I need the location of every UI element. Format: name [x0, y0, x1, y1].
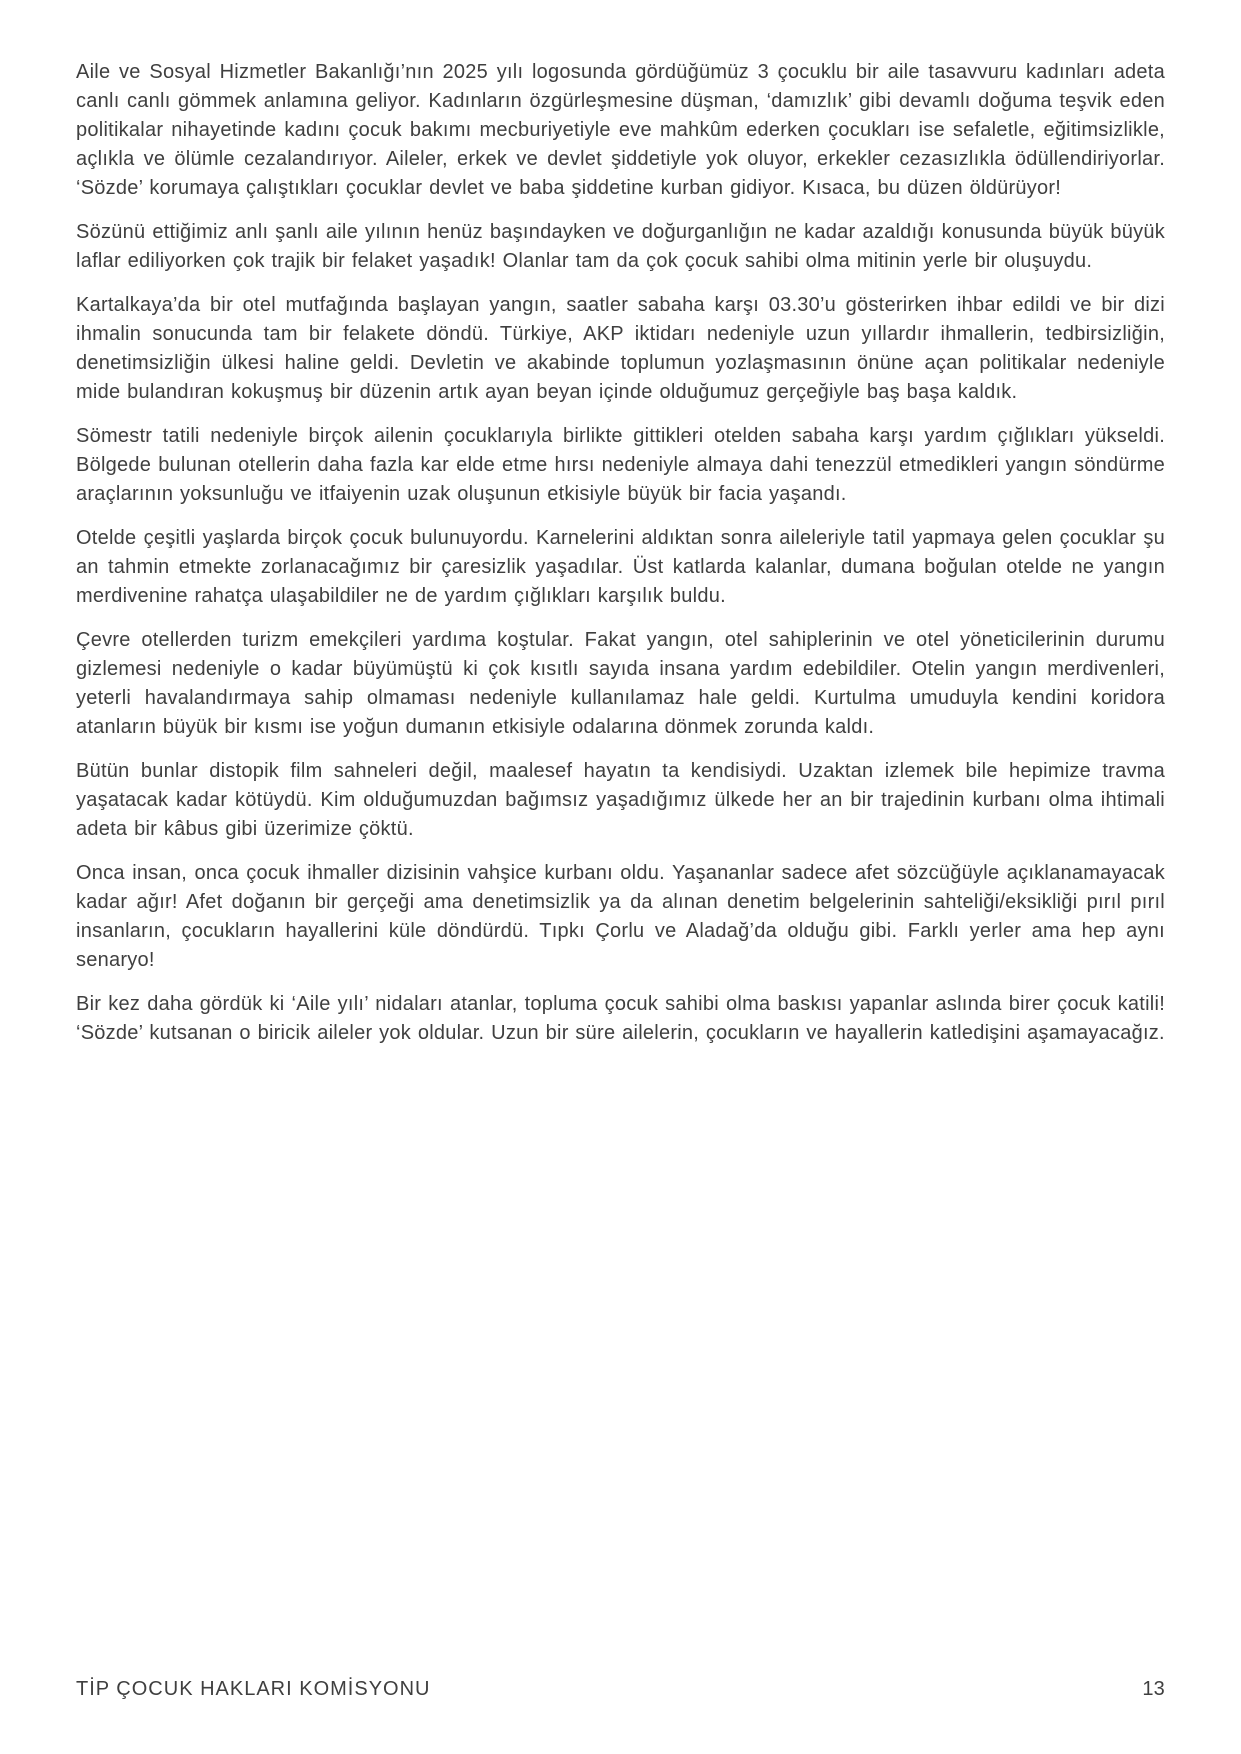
paragraph: Çevre otellerden turizm emekçileri yardıma koştular. Fakat yangın, otel sahiplerinin ve otel yöneticilerinin durumu gizlemesi nedeniyle o kadar büyümüştü ki çok kısıtlı sayıda insana yardım edebildiler. Otelin yangın merdivenleri, yeterli havalandırmaya sahip olmaması nedeniyle kullanılamaz hale geldi. Kurtulma umuduyla kendini koridora atanların büyük bir kısmı ise yoğun dumanın etkisiyle odalarına dönmek zorunda kaldı. [76, 629, 1165, 738]
paragraph: Sözünü ettiğimiz anlı şanlı aile yılının henüz başındayken ve doğurganlığın ne kadar azaldığı konusunda büyük büyük laflar ediliyorken çok trajik bir felaket yaşadık! Olanlar tam da çok çocuk sahibi olma mitinin yerle bir oluşuydu. [76, 221, 1165, 272]
paragraph: Bütün bunlar distopik film sahneleri değil, maalesef hayatın ta kendisiydi. Uzaktan izlemek bile hepimize travma yaşatacak kadar kötüydü. Kim olduğumuzdan bağımsız yaşadığımız ülkede her an bir trajedinin kurbanı olma ihtimali adeta bir kâbus gibi üzerimize çöktü. [76, 760, 1165, 840]
page-footer [76, 1678, 1165, 1701]
paragraph: Bir kez daha gördük ki ‘Aile yılı’ nidaları atanlar, topluma çocuk sahibi olma baskısı yapanlar aslında birer çocuk katili! ‘Sözde’ kutsanan o biricik aileler yok oldular. Uzun bir süre ailelerin, çocukların ve hayallerin katledişini aşamayacağız. [76, 993, 1165, 1044]
paragraph: Kartalkaya’da bir otel mutfağında başlayan yangın, saatler sabaha karşı 03.30’u gösterirken ihbar edildi ve bir dizi ihmalin sonucunda tam bir felakete döndü. Türkiye, AKP iktidarı nedeniyle uzun yıllardır ihmallerin, tedbirsizliğin, denetimsizliğin ülkesi haline geldi. Devletin ve akabinde toplumun yozlaşmasının önüne açan politikalar nedeniyle mide bulandıran kokuşmuş bir düzenin artık ayan beyan içinde olduğumuz gerçeğiyle baş başa kaldık. [76, 294, 1165, 403]
page-number: 13 [1142, 1678, 1165, 1700]
document-body [76, 58, 1165, 1048]
footer-organization-label: TİP ÇOCUK HAKLARI KOMİSYONU [76, 1678, 431, 1700]
paragraph: Onca insan, onca çocuk ihmaller dizisinin vahşice kurbanı oldu. Yaşananlar sadece afet sözcüğüyle açıklanamayacak kadar ağır! Afet doğanın bir gerçeği ama denetimsizlik ya da alınan denetim belgelerinin sahteliği/eksikliği pırıl pırıl insanların, çocukların hayallerini küle döndürdü. Tıpkı Çorlu ve Aladağ’da olduğu gibi. Farklı yerler ama hep aynı senaryo! [76, 862, 1165, 971]
paragraph: Otelde çeşitli yaşlarda birçok çocuk bulunuyordu. Karnelerini aldıktan sonra aileleriyle tatil yapmaya gelen çocuklar şu an tahmin etmekte zorlanacağımız bir çaresizlik yaşadılar. Üst katlarda kalanlar, dumana boğulan otelde ne yangın merdivenine rahatça ulaşabildiler ne de yardım çığlıkları karşılık buldu. [76, 527, 1165, 607]
paragraph: Aile ve Sosyal Hizmetler Bakanlığı’nın 2025 yılı logosunda gördüğümüz 3 çocuklu bir aile tasavvuru kadınları adeta canlı canlı gömmek anlamına geliyor. Kadınların özgürleşmesine düşman, ‘damızlık’ gibi devamlı doğuma teşvik eden politikalar nihayetinde kadını çocuk bakımı mecburiyetiyle eve mahkûm ederken çocukları ise sefaletle, eğitimsizlikle, açlıkla ve ölümle cezalandırıyor. Aileler, erkek ve devlet şiddetiyle yok oluyor, erkekler cezasızlıkla ödüllendiriyorlar. ‘Sözde’ korumaya çalıştıkları çocuklar devlet ve baba şiddetine kurban gidiyor. Kısaca, bu düzen öldürüyor! [76, 61, 1165, 199]
paragraph: Sömestr tatili nedeniyle birçok ailenin çocuklarıyla birlikte gittikleri otelden sabaha karşı yardım çığlıkları yükseldi. Bölgede bulunan otellerin daha fazla kar elde etme hırsı nedeniyle almaya dahi tenezzül etmedikleri yangın söndürme araçlarının yoksunluğu ve itfaiyenin uzak oluşunun etkisiyle büyük bir facia yaşandı. [76, 425, 1165, 505]
